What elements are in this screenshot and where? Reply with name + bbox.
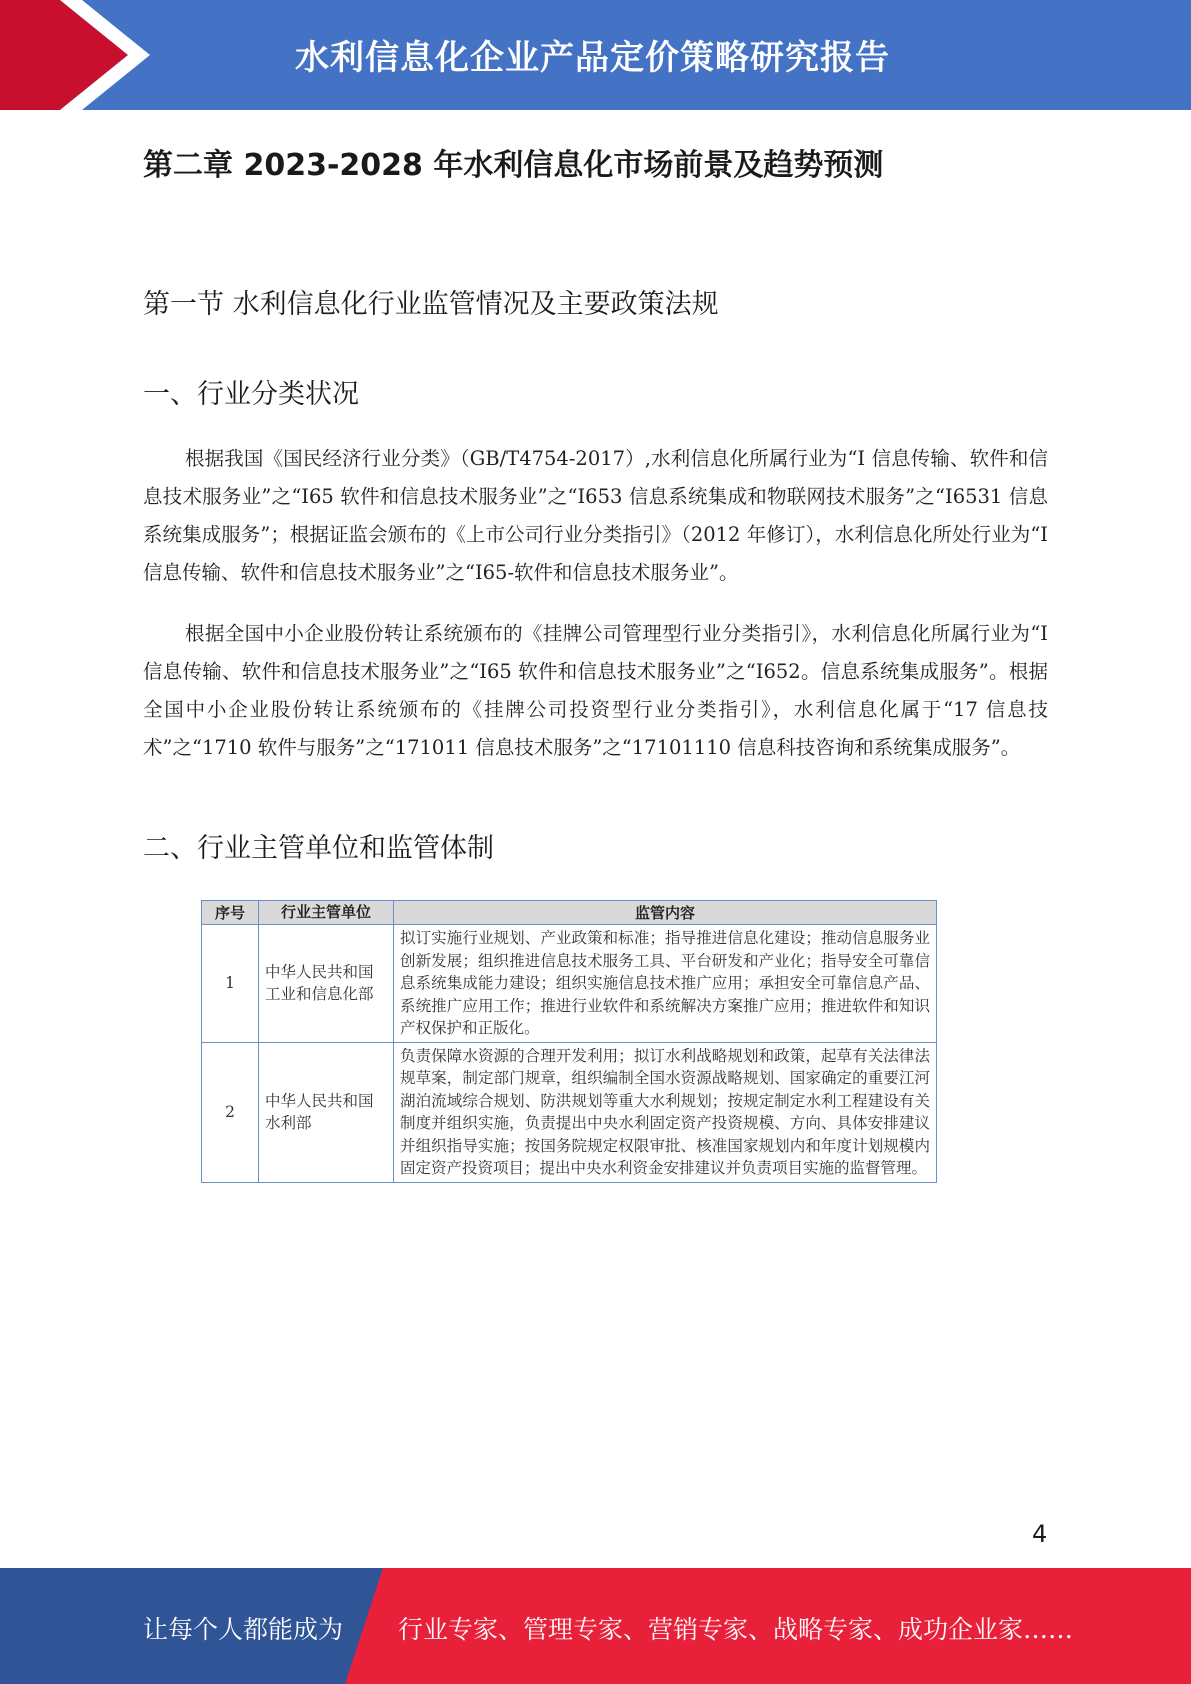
row-number: 1	[202, 925, 259, 1043]
chapter-title: 第二章 2023-2028 年水利信息化市场前景及趋势预测	[143, 148, 884, 183]
footer-slogan-left: 让每个人都能成为	[143, 1615, 344, 1644]
report-title: 水利信息化企业产品定价策略研究报告	[295, 38, 890, 78]
column-header-content: 监管内容	[394, 901, 937, 925]
paragraph-classification-1: 根据我国《国民经济行业分类》（GB/T4754-2017）,水利信息化所属行业为“I 信息传输、软件和信息技术服务业”之“I65 软件和信息技术服务业”之“I653 信息系统集成和物联网技术服务”之“I6531 信息系统集成服务”；根据证监会颁布的《上市公司行业分类指引》（2012 年修订），水利信息化所处行业为“I 信息传输、软件和信息技术服务业”之“I65-软件和信息技术服务业”。	[143, 447, 1048, 584]
table-row	[202, 925, 937, 1043]
department-name: 中华人民共和国工业和信息化部	[259, 925, 394, 1043]
department-name: 中华人民共和国水利部	[259, 1042, 394, 1182]
report-header	[0, 0, 1191, 110]
regulatory-content: 拟订实施行业规划、产业政策和标准；指导推进信息化建设；推动信息服务业创新发展；组织推进信息技术服务工具、平台研发和产业化；指导安全可靠信息系统集成能力建设；组织实施信息技术推广应用；承担安全可靠信息产品、系统推广应用工作；推进行业软件和系统解决方案推广应用；推进软件和知识产权保护和正版化。	[394, 925, 937, 1043]
subsection-industry-classification: 一、行业分类状况	[143, 379, 359, 410]
page-number: 4	[1032, 1520, 1048, 1548]
subsection-regulatory-system: 二、行业主管单位和监管体制	[143, 833, 494, 864]
table-header-row	[202, 901, 937, 925]
regulatory-content: 负责保障水资源的合理开发利用；拟订水利战略规划和政策，起草有关法律法规草案，制定部门规章，组织编制全国水资源战略规划、国家确定的重要江河湖泊流域综合规划、防洪规划等重大水利规划；按规定制定水利工程建设有关制度并组织实施，负责提出中央水利固定资产投资规模、方向、具体安排建议并组织指导实施；按国务院规定权限审批、核准国家规划内和年度计划规模内固定资产投资项目；提出中央水利资金安排建议并负责项目实施的监督管理。	[394, 1042, 937, 1182]
footer-slogan-right: 行业专家、管理专家、营销专家、战略专家、成功企业家……	[398, 1615, 1074, 1644]
column-header-no: 序号	[202, 901, 259, 925]
table-row	[202, 1042, 937, 1182]
regulatory-table	[201, 900, 937, 1183]
row-number: 2	[202, 1042, 259, 1182]
section-title: 第一节 水利信息化行业监管情况及主要政策法规	[143, 289, 719, 320]
column-header-department: 行业主管单位	[259, 901, 394, 925]
paragraph-classification-2: 根据全国中小企业股份转让系统颁布的《挂牌公司管理型行业分类指引》，水利信息化所属行业为“I 信息传输、软件和信息技术服务业”之“I65 软件和信息技术服务业”之“I652。信息系统集成服务”。根据全国中小企业股份转让系统颁布的《挂牌公司投资型行业分类指引》，水利信息化属于“17 信息技术”之“1710 软件与服务”之“171011 信息技术服务”之“17101110 信息科技咨询和系统集成服务”。	[143, 622, 1048, 759]
report-footer	[0, 1568, 1191, 1684]
red-chevron-shape	[0, 0, 128, 110]
